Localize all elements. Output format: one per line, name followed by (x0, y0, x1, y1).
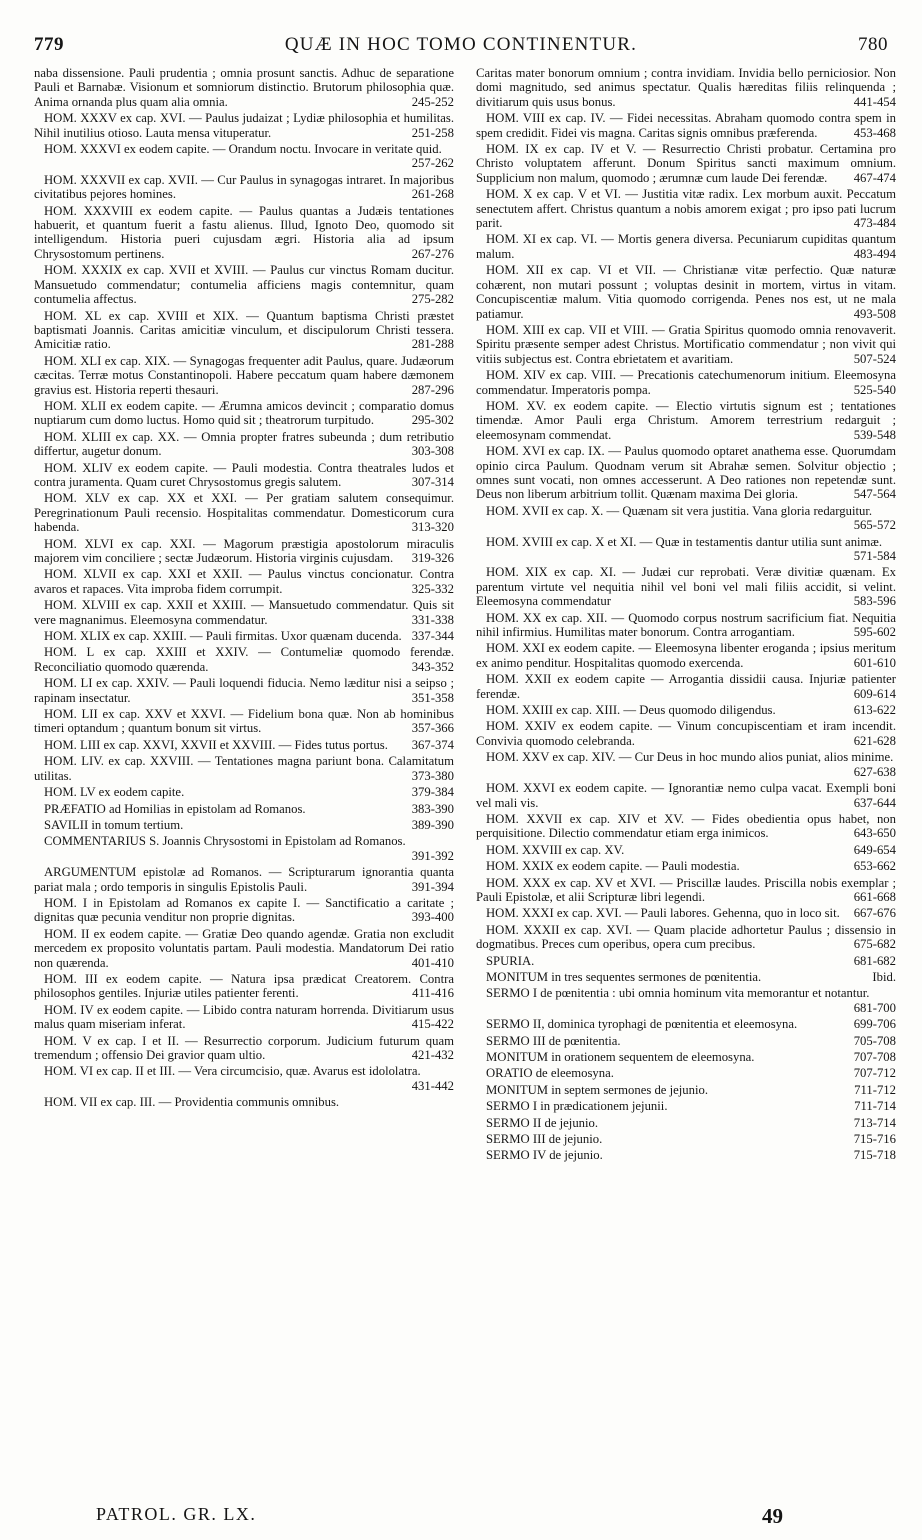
entry-text: MONITUM in septem sermones de jejunio. (486, 1082, 708, 1097)
entry-text: COMMENTARIUS S. Joannis Chrysostomi in Epistolam ad Romanos. (44, 834, 406, 849)
entry-page-range: 401-410 (411, 955, 454, 970)
entry-page-range: 595-602 (853, 625, 896, 640)
index-entry (476, 1132, 896, 1146)
index-entry (476, 232, 896, 261)
entry-page-range: 621-628 (853, 733, 896, 748)
index-entry (34, 111, 454, 140)
index-entry (476, 641, 896, 670)
entry-page-range: 287-296 (411, 382, 454, 397)
entry-text: HOM. XX ex cap. XII. — Quomodo corpus nostrum sacrificium fiat. Nequitia nihil infirmius. Humilitas mater bonorum. Contra arrogantiam. (476, 610, 896, 640)
index-entry (34, 567, 454, 596)
entry-page-range: 431-442 (411, 1078, 454, 1093)
entry-text: HOM. II ex eodem capite. — Gratiæ Deo quando agendæ. Gratia non excludit mercedem ex proposito voluntatis partam. Pauli modestia. Mandatorum Dei ratio non quærenda. (34, 926, 454, 970)
entry-page-range: 267-276 (411, 246, 454, 261)
entry-text: HOM. XI ex cap. VI. — Mortis genera diversa. Pecuniarum cupiditas quantum malum. (476, 232, 896, 261)
index-entry (34, 927, 454, 970)
entry-text: HOM. XXIII ex cap. XIII. — Deus quomodo diligendus. (486, 703, 776, 718)
index-entry (476, 263, 896, 321)
entry-page-range: 411-416 (412, 986, 454, 1001)
index-entry (476, 111, 896, 140)
entry-page-range: 661-668 (853, 889, 896, 904)
entry-text: HOM. XLVIII ex cap. XXII et XXIII. — Mansuetudo commendatur. Quis sit vere magnanimus. Eleemosyna commendatur. (34, 598, 454, 627)
entry-text: HOM. VII ex cap. III. — Providentia communis omnibus. (44, 1095, 340, 1110)
entry-text: naba dissensione. Pauli prudentia ; omnia prosunt sanctis. Adhuc de separatione Pauli et Barnabæ. Visionum et somniorum distinctio. Brutorum philosophia quæ. Anima ornanda plus quam alia omnia. (34, 66, 454, 109)
index-entry (476, 66, 896, 109)
entry-text: HOM. XVIII ex cap. X et XI. — Quæ in testamentis dantur utilia sunt animæ. (486, 534, 883, 549)
index-entry (476, 986, 896, 1015)
index-entry (34, 1064, 454, 1093)
entry-text: HOM. XXX ex cap. XV et XVI. — Priscillæ laudes. Priscilla nobis exemplar ; Pauli Epistolæ, et alii Scripturæ libri legendi. (476, 875, 896, 904)
entry-text: SERMO III de jejunio. (486, 1132, 603, 1147)
index-entry (34, 491, 454, 534)
entry-page-range: 699-706 (853, 1017, 896, 1032)
entry-text: HOM. XXXVI ex eodem capite. — Orandum noctu. Invocare in veritate quid. (44, 142, 442, 157)
entry-text: HOM. XXVIII ex cap. XV. (486, 842, 625, 857)
entry-text: HOM. XV. ex eodem capite. — Electio virtutis signum est ; tentationes timendæ. Amor Pauli erga Christum. Amorem terrestrium redarguit ; eleemosynam commendat. (476, 398, 896, 442)
entry-text: HOM. XXXIX ex cap. XVII et XVIII. — Paulus cur vinctus Romam ducitur. Mansuetudo commendatur; contumelia afficiens magis contemnitur, quam contumelia affectus. (34, 263, 454, 307)
entry-page-range: 707-712 (853, 1066, 896, 1081)
index-entry (476, 970, 896, 984)
entry-page-range: 379-384 (411, 785, 454, 800)
index-entry (476, 1083, 896, 1097)
entry-text: HOM. IX ex cap. IV et V. — Resurrectio Christi probatur. Certamina pro Christo voluptatem afferunt. Donum Spiritus sancti maximum omnium. Supplicium non malum, quomodo ; ærumnæ cum laude Dei ferendæ. (476, 142, 896, 185)
entry-text: Caritas mater bonorum omnium ; contra invidiam. Invidia bello perniciosior. Non domi magnitudo, sed animus spectatur. Qualis hæreditas filiis relinquenda ; divitiarum quis usus bonus. (476, 66, 896, 109)
index-entry (476, 703, 896, 717)
entry-text: HOM. XIV ex cap. VIII. — Precationis catechumenorum initium. Eleemosyna commendatur. Imperatoris pompa. (476, 368, 896, 397)
entry-text: HOM. XLVII ex cap. XXI et XXII. — Paulus vinctus concionatur. Contra avaros et rapaces. Vita improba fidem corrumpit. (34, 567, 454, 596)
entry-text: HOM. XXVI ex eodem capite. — Ignorantiæ nemo culpa vacat. Exempli boni vel mali vis. (476, 781, 896, 810)
index-entry (476, 876, 896, 905)
index-entry (476, 323, 896, 366)
entry-page-range: 467-474 (853, 170, 896, 185)
entry-page-range: 257-262 (411, 156, 454, 171)
index-entry (476, 504, 896, 533)
index-entry (476, 906, 896, 920)
entry-text: HOM. XL ex cap. XVIII et XIX. — Quantum baptisma Christi præstet baptismati Joannis. Caritas amicitiæ vinculum, et discipulorum Christi tessera. Amicitiæ ratio. (34, 308, 454, 352)
entry-text: HOM. XLVI ex cap. XXI. — Magorum præstigia apostolorum miraculis majorem vim conciliere ; sectæ Judæorum. Historia virginis cujusdam. (34, 536, 454, 565)
entry-text: HOM. XXV ex cap. XIV. — Cur Deus in hoc mundo alios puniat, alios minime. (486, 750, 894, 765)
entry-page-range: 493-508 (853, 306, 896, 321)
index-entry (476, 719, 896, 748)
entry-page-range: 245-252 (411, 94, 454, 109)
entry-text: HOM. XXXV ex cap. XVI. — Paulus judaizat ; Lydiæ philosophia et humilitas. Nihil inutilius otioso. Lauta mensa vituperatur. (34, 111, 454, 140)
entry-page-range: 711-714 (854, 1099, 896, 1114)
index-entry (34, 834, 454, 863)
index-entry (476, 750, 896, 779)
entry-text: HOM. XIX ex cap. XI. — Judæi cur reprobati. Veræ divitiæ quænam. Ex parentum virtute vel nequitia nihil vel boni vel mali filiis accidit, si velint. Eleemosyna commendatur (476, 565, 896, 609)
index-entry (476, 954, 896, 968)
entry-text: HOM. LI ex cap. XXIV. — Pauli loquendi fiducia. Nemo læditur nisi a seipso ; rapinam insectatur. (34, 676, 454, 705)
entry-page-range: 507-524 (853, 351, 896, 366)
index-entry (34, 354, 454, 397)
page-number-right: 780 (858, 34, 888, 55)
entry-page-range: 675-682 (853, 937, 896, 952)
entry-text: ORATIO de eleemosyna. (486, 1066, 614, 1081)
index-entry (34, 263, 454, 306)
index-entry (476, 812, 896, 841)
entry-page-range: 251-258 (411, 125, 454, 140)
entry-text: SERMO III de pœnitentia. (486, 1033, 621, 1048)
index-entry (476, 399, 896, 442)
entry-page-range: 319-326 (411, 551, 454, 565)
entry-text: HOM. XXXVIII ex eodem capite. — Paulus quantas a Judæis tentationes habuerit, et quantum fuerit a fastu alienus. Illud, Ignoto Deo, quomodo sit intelligendum. Historia pueri cujusdam ægri. Historia alia ad ipsum Chrysostomum pertinens. (34, 203, 454, 261)
entry-page-range: 715-716 (853, 1132, 896, 1147)
index-entry (476, 923, 896, 952)
entry-page-range: 715-718 (853, 1148, 896, 1163)
index-entry (34, 707, 454, 736)
entry-page-range: 357-366 (411, 721, 454, 736)
index-entry (34, 972, 454, 1001)
entry-text: HOM. XLIX ex cap. XXIII. — Pauli firmitas. Uxor quænam ducenda. (44, 629, 402, 644)
entry-page-range: 303-308 (411, 444, 454, 459)
entry-page-range: 389-390 (411, 817, 454, 832)
entry-text: HOM. XIII ex cap. VII et VIII. — Gratia Spiritus quomodo omnia renovaverit. Spiritu præsente semper adest Christus. Mortificatio commendatur ; non vivit qui vitiis subjectus est. Contra ebrietatem et avaritiam. (476, 322, 896, 366)
entry-page-range: 281-288 (411, 337, 454, 352)
index-entry (34, 1034, 454, 1063)
index-entry (34, 896, 454, 925)
entry-text: HOM. V ex cap. I et II. — Resurrectio corporum. Judicium futurum quam tremendum ; offensio Dei gravior quam ultio. (34, 1033, 454, 1062)
index-entry (476, 444, 896, 502)
index-entry (34, 66, 454, 109)
entry-page-range: 613-622 (853, 703, 896, 718)
entry-page-range: 637-644 (853, 795, 896, 810)
entry-text: HOM. XXII ex eodem capite — Arrogantia dissidii causa. Injuriæ patienter ferendæ. (476, 672, 896, 701)
entry-text: HOM. XII ex cap. VI et VII. — Christianæ vitæ perfectio. Quæ naturæ cohærent, non mutari possunt ; voluptas desinit in mortem, virtus in vitam. Concupiscentiæ malum. Vitia quomodo corrigenda. Penes nos est, ut ne mala patiamur. (476, 263, 896, 321)
entry-text: SERMO II de jejunio. (486, 1115, 599, 1130)
entry-page-range: 627-638 (853, 764, 896, 779)
index-entry (34, 1003, 454, 1032)
index-entry (34, 399, 454, 428)
entry-page-range: 681-700 (853, 1000, 896, 1015)
entry-text: HOM. XLI ex cap. XIX. — Synagogas frequenter adit Paulus, quare. Judæorum cæcitas. Terræ motus Constantinopoli. Habere peccatum quam habere dæmonem gravius est. Historia reperti thesauri. (34, 353, 454, 397)
index-entry (34, 865, 454, 894)
index-entry (34, 645, 454, 674)
entry-page-range: 313-320 (411, 520, 454, 535)
index-entry (476, 1017, 896, 1031)
entry-page-range: 601-610 (853, 655, 896, 670)
entry-text: HOM. XXIX ex eodem capite. — Pauli modestia. (486, 859, 740, 874)
entry-text: HOM. LII ex cap. XXV et XXVI. — Fidelium bona quæ. Non ab hominibus timeri optandum ; quantum bonum sit virtus. (34, 707, 454, 736)
entry-text: HOM. XLV ex cap. XX et XXI. — Per gratiam salutem consequimur. Peregrinationum Pauli recensio. Hospitalitas commendatur. Domesticorum cura habenda. (34, 491, 454, 535)
index-entry (476, 1066, 896, 1080)
index-entry (34, 802, 454, 816)
entry-page-range: 571-584 (853, 549, 896, 563)
entry-page-range: 295-302 (411, 413, 454, 428)
index-entry (34, 738, 454, 752)
entry-page-range: 609-614 (853, 686, 896, 701)
index-entry (476, 535, 896, 564)
index-entry (34, 142, 454, 171)
entry-text: HOM. IV ex eodem capite. — Libido contra naturam horrenda. Divitiarum usus malus quam miseriam inferat. (34, 1002, 454, 1032)
entry-text: SERMO II, dominica tyrophagi de pœnitentia et eleemosyna. (486, 1017, 798, 1032)
index-entry (476, 1099, 896, 1113)
entry-text: ARGUMENTUM epistolæ ad Romanos. — Scripturarum ignorantia quanta pariat mala ; ordo temporis in singulis Epistolis Pauli. (34, 865, 454, 894)
index-entry (476, 859, 896, 873)
index-entry (476, 187, 896, 230)
entry-text: HOM. I in Epistolam ad Romanos ex capite I. — Sanctificatio a caritate ; dignitas quæ pecunia venditur non proprie dignitas. (34, 895, 454, 925)
entry-text: HOM. LIV. ex cap. XXVIII. — Tentationes magna pariunt bona. Calamitatum utilitas. (34, 754, 454, 783)
entry-text: HOM. XLIV ex eodem capite. — Pauli modestia. Contra theatrales ludos et contra juramenta. Quam curet Chrysostomus gregis salutem. (34, 460, 454, 489)
entry-text: HOM. XLII ex eodem capite. — Ærumna amicos devincit ; comparatio domus nuptiarum cum domo luctus. Homo quid sit ; theatrorum turpitudo. (34, 398, 454, 428)
entry-page-range: 711-712 (854, 1082, 896, 1097)
entry-page-range: 473-484 (853, 216, 896, 231)
entry-text: MONITUM in orationem sequentem de eleemosyna. (486, 1050, 755, 1064)
index-entry (476, 781, 896, 810)
index-entry (34, 676, 454, 705)
page-number-left: 779 (34, 34, 64, 55)
index-entry (34, 1095, 454, 1109)
entry-page-range: 547-564 (853, 487, 896, 502)
index-entry (34, 309, 454, 352)
index-entry (34, 818, 454, 832)
entry-text: HOM. III ex eodem capite. — Natura ipsa prædicat Creatorem. Contra philosophos gentiles. Injuriæ utiles patienter ferenti. (34, 971, 454, 1001)
index-entry (34, 785, 454, 799)
entry-text: HOM. LV ex eodem capite. (44, 785, 185, 800)
index-entry (476, 1116, 896, 1130)
entry-page-range: 539-548 (853, 427, 896, 442)
index-entry (476, 611, 896, 640)
entry-page-range: 325-332 (411, 581, 454, 596)
entry-text: SERMO I in prædicationem jejunii. (486, 1099, 668, 1114)
entry-page-range: 453-468 (853, 125, 896, 140)
entry-page-range: 649-654 (853, 842, 896, 857)
entry-page-range: 391-394 (411, 879, 454, 894)
entry-page-range: 525-540 (853, 382, 896, 397)
index-entry (476, 843, 896, 857)
entry-text: HOM. L ex cap. XXIII et XXIV. — Contumeliæ quomodo ferendæ. Reconciliatio quomodo quærenda. (34, 645, 454, 674)
index-entry (34, 430, 454, 459)
index-entry (476, 368, 896, 397)
index-entry (34, 204, 454, 262)
index-entry (34, 461, 454, 490)
index-entry (476, 142, 896, 185)
entry-page-range: 393-400 (411, 910, 454, 925)
entry-text: HOM. XXVII ex cap. XIV et XV. — Fides obedientia opus habet, non perquisitione. Dilectio commendatur etiam erga inimicos. (476, 811, 896, 841)
entry-text: MONITUM in tres sequentes sermones de pœnitentia. (486, 969, 762, 984)
footer-volume-label: PATROL. GR. LX. (96, 1504, 257, 1524)
entry-page-range: 331-338 (411, 612, 454, 627)
index-entry (34, 598, 454, 627)
index-entry (34, 754, 454, 783)
entry-page-range: 643-650 (853, 826, 896, 841)
entry-page-range: 337-344 (411, 629, 454, 644)
entry-text: HOM. XXXVII ex cap. XVII. — Cur Paulus in synagogas intraret. In majoribus civitatibus pejores homines. (34, 172, 454, 202)
entry-page-range: 415-422 (411, 1017, 454, 1032)
entry-page-range: 565-572 (853, 518, 896, 533)
entry-page-range: Ibid. (872, 969, 896, 984)
entry-text: HOM. LIII ex cap. XXVI, XXVII et XXVIII. — Fides tutus portus. (44, 737, 388, 752)
right-column (476, 66, 896, 1165)
index-entry (476, 672, 896, 701)
index-entry (34, 537, 454, 566)
left-column (34, 66, 454, 1112)
index-entry (34, 173, 454, 202)
footer-signature-number: 49 (762, 1504, 783, 1528)
entry-page-range: 421-432 (411, 1048, 454, 1062)
entry-page-range: 681-682 (853, 953, 896, 968)
entry-page-range: 483-494 (853, 246, 896, 261)
entry-page-range: 343-352 (411, 659, 454, 674)
entry-page-range: 367-374 (411, 737, 454, 752)
entry-text: SERMO IV de jejunio. (486, 1148, 603, 1163)
index-entry (34, 629, 454, 643)
entry-page-range: 707-708 (853, 1050, 896, 1064)
entry-text: PRÆFATIO ad Homilias in epistolam ad Romanos. (44, 801, 306, 816)
index-entry (476, 1148, 896, 1162)
entry-page-range: 351-358 (411, 690, 454, 705)
entry-text: HOM. XXIV ex eodem capite. — Vinum concupiscentiam et iram incendit. Convivia quomodo celebranda. (476, 719, 896, 748)
entry-page-range: 261-268 (411, 187, 454, 202)
entry-text: HOM. XVI ex cap. IX. — Paulus quomodo optaret anathema esse. Quorumdam opinio circa Paulum. Quodnam verum sit Abrahæ semen. Solvitur objectio ; omnes sunt vocati, non omnes accesserunt. A Deo rationes non repetendæ sunt. Deus non liberum arbitrium tollit. Quænam maxima Dei gloria. (476, 444, 896, 502)
entry-text: HOM. VIII ex cap. IV. — Fidei necessitas. Abraham quomodo contra spem in spem credidit. Fidei vis magna. Caritas signis omnibus præferenda. (476, 111, 896, 140)
entry-text: SPURIA. (486, 953, 535, 968)
entry-page-range: 667-676 (853, 906, 896, 921)
entry-text: SERMO I de pœnitentia : ubi omnia hominum vita memorantur et notantur. (486, 986, 870, 1001)
entry-text: HOM. XXXI ex cap. XVI. — Pauli labores. Gehenna, quo in loco sit. (486, 906, 840, 921)
running-title: QUÆ IN HOC TOMO CONTINENTUR. (284, 34, 638, 55)
entry-page-range: 373-380 (411, 768, 454, 783)
entry-page-range: 307-314 (411, 474, 454, 489)
entry-page-range: 653-662 (853, 859, 896, 874)
entry-text: HOM. XLIII ex cap. XX. — Omnia propter fratres subeunda ; dum retributio differtur, augetur donum. (34, 429, 454, 459)
index-entry (476, 1050, 896, 1064)
entry-page-range: 383-390 (411, 801, 454, 816)
entry-text: SAVILII in tomum tertium. (44, 817, 184, 832)
entry-page-range: 441-454 (853, 94, 896, 109)
entry-page-range: 583-596 (853, 594, 896, 609)
entry-page-range: 391-392 (411, 848, 454, 863)
entry-text: HOM. XXI ex eodem capite. — Eleemosyna libenter eroganda ; ipsius meritum ex animo penditur. Hospitalitas quomodo exercenda. (476, 641, 896, 670)
entry-text: HOM. XVII ex cap. X. — Quænam sit vera justitia. Vana gloria redarguitur. (486, 503, 873, 518)
entry-text: HOM. XXXII ex cap. XVI. — Quam placide adhortetur Paulus ; dissensio in dogmatibus. Preces cum operibus, opera cum precibus. (476, 922, 896, 952)
index-entry (476, 565, 896, 608)
entry-text: HOM. X ex cap. V et VI. — Justitia vitæ radix. Lex morbum auxit. Peccatum senectutem affert. Christus quantum a nobis amorem exigat ; pro ipso pati lucrum parit. (476, 187, 896, 231)
index-entry (476, 1034, 896, 1048)
entry-page-range: 275-282 (411, 292, 454, 307)
entry-text: HOM. VI ex cap. II et III. — Vera circumcisio, quæ. Avarus est idololatra. (44, 1064, 421, 1079)
entry-page-range: 713-714 (853, 1115, 896, 1130)
entry-page-range: 705-708 (853, 1033, 896, 1048)
